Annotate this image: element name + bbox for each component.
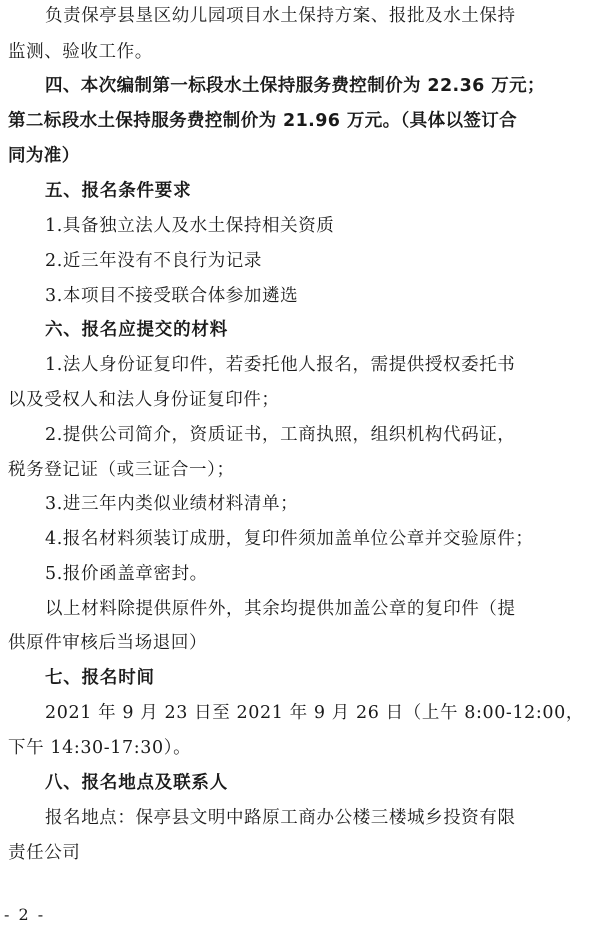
paragraph-line: 报名地点：保亭县文明中路原工商办公楼三楼城乡投资有限 — [45, 808, 516, 828]
paragraph-line: 2021 年 9 月 23 日至 2021 年 9 月 26 日（上午 8:00-12:00， — [45, 703, 584, 723]
section-heading-five: 五、报名条件要求 — [45, 181, 192, 201]
list-item: 3.本项目不接受联合体参加遴选 — [45, 286, 299, 306]
section-heading-eight: 八、报名地点及联系人 — [45, 773, 228, 793]
list-item: 2.提供公司简介，资质证书，工商执照，组织机构代码证， — [45, 425, 516, 445]
list-item-continuation: 以及受权人和法人身份证复印件； — [8, 390, 280, 410]
list-item: 5.报价函盖章密封。 — [45, 564, 208, 584]
document-page — [8, 0, 592, 930]
page-number: - 2 - — [4, 905, 46, 924]
paragraph-line: 监测、验收工作。 — [8, 42, 153, 62]
list-item: 1.具备独立法人及水土保持相关资质 — [45, 216, 335, 236]
paragraph-line: 负责保亭县垦区幼儿园项目水土保持方案、报批及水土保持 — [45, 6, 516, 26]
section-heading-seven: 七、报名时间 — [45, 668, 155, 688]
list-item: 3.进三年内类似业绩材料清单； — [45, 494, 299, 514]
section-heading-six: 六、报名应提交的材料 — [45, 320, 228, 340]
paragraph-line: 责任公司 — [8, 843, 81, 863]
paragraph-line: 下午 14:30-17:30）。 — [8, 738, 192, 758]
section-four-line: 第二标段水土保持服务费控制价为 21.96 万元。（具体以签订合 — [8, 111, 518, 131]
section-four-line: 同为准） — [8, 146, 80, 166]
paragraph-line: 以上材料除提供原件外，其余均提供加盖公章的复印件（提 — [45, 599, 516, 619]
list-item: 2.近三年没有不良行为记录 — [45, 251, 262, 271]
paragraph-line: 供原件审核后当场退回） — [8, 633, 208, 653]
list-item: 4.报名材料须装订成册，复印件须加盖单位公章并交验原件； — [45, 529, 534, 549]
section-four-line: 四、本次编制第一标段水土保持服务费控制价为 22.36 万元； — [45, 76, 545, 96]
list-item: 1.法人身份证复印件，若委托他人报名，需提供授权委托书 — [45, 355, 516, 375]
list-item-continuation: 税务登记证（或三证合一）； — [8, 460, 235, 480]
